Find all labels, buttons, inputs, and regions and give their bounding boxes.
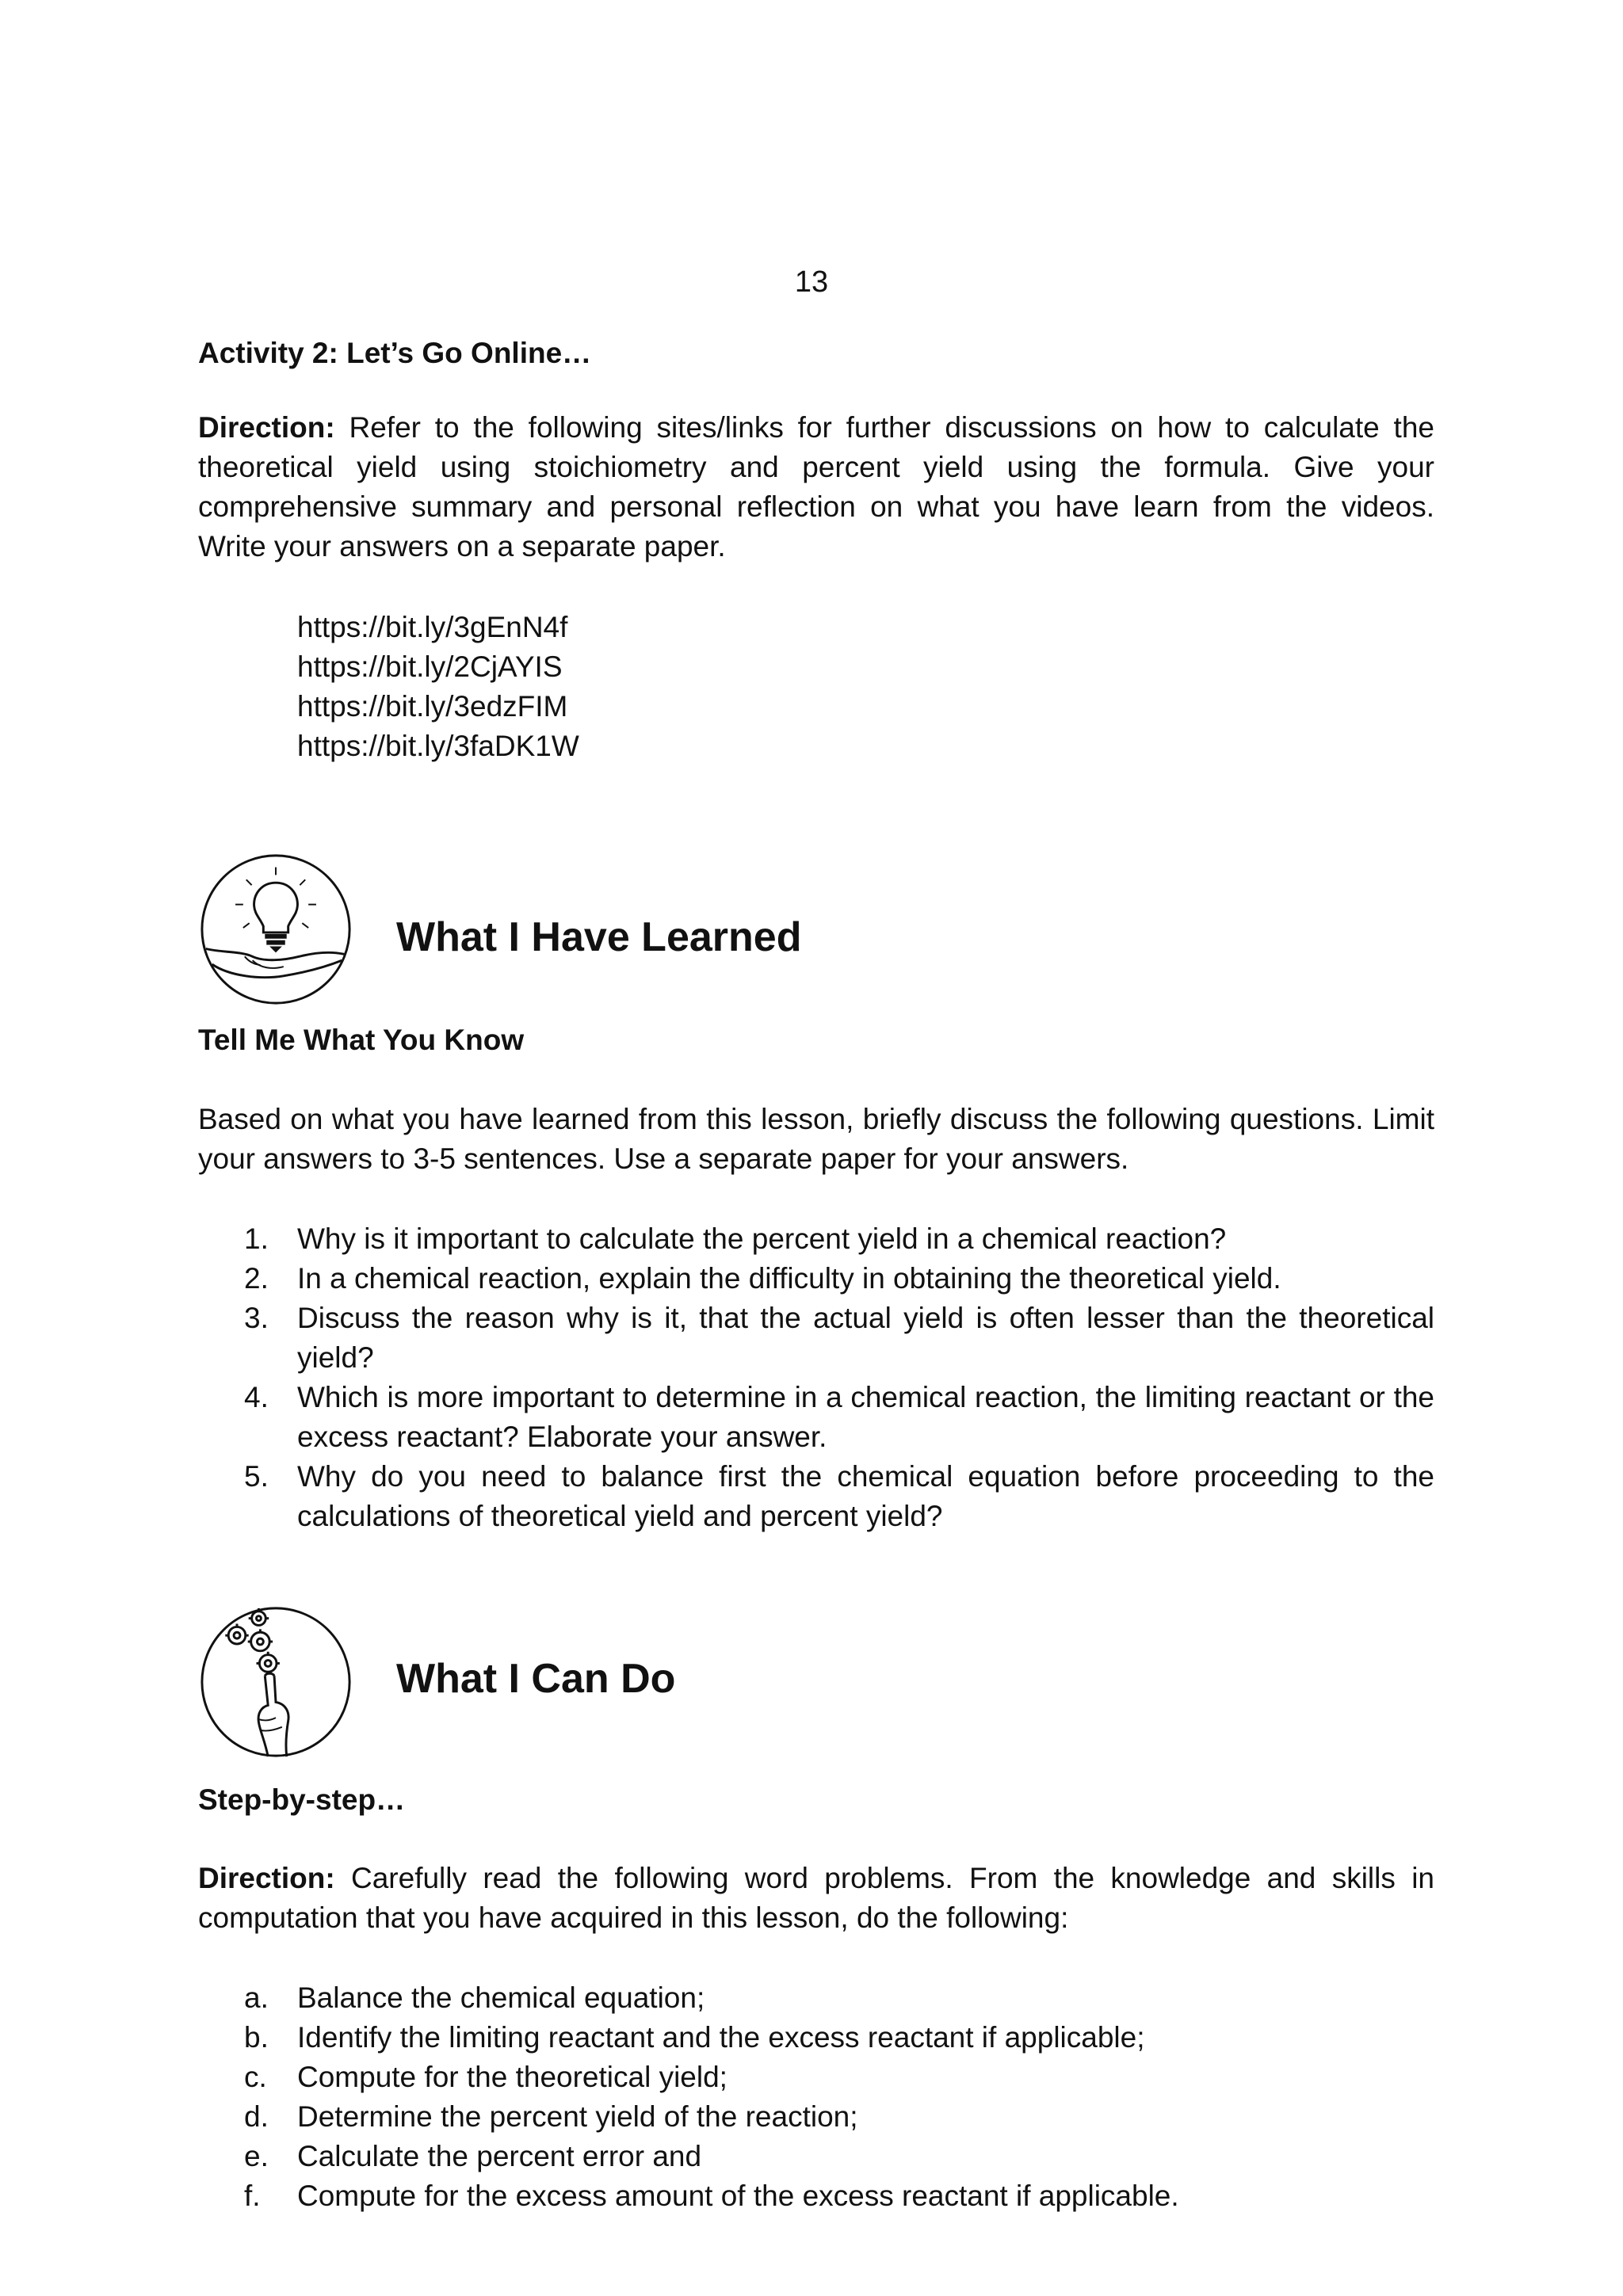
list-marker: 3. bbox=[244, 1302, 269, 1334]
question-item bbox=[198, 1457, 1434, 1536]
list-marker: 5. bbox=[244, 1460, 269, 1493]
list-marker: b. bbox=[244, 2021, 269, 2054]
steps-list bbox=[198, 1978, 1434, 2216]
step-text: Compute for the theoretical yield; bbox=[297, 2061, 727, 2093]
question-item bbox=[198, 1259, 1434, 1299]
cando-header bbox=[198, 1604, 1434, 1763]
list-marker: c. bbox=[244, 2061, 267, 2093]
activity-title: Activity 2: Let’s Go Online… bbox=[198, 337, 592, 369]
question-list-wrap bbox=[198, 1219, 1434, 1536]
question-item bbox=[198, 1378, 1434, 1457]
step-text: Balance the chemical equation; bbox=[297, 1981, 705, 2014]
step-text: Determine the percent yield of the reaction; bbox=[297, 2100, 858, 2133]
list-marker: d. bbox=[244, 2100, 269, 2133]
direction-label: Direction: bbox=[198, 411, 335, 444]
question-text: Discuss the reason why is it, that the actual yield is often lesser than the theoretical yield? bbox=[297, 1302, 1434, 1374]
step-item bbox=[198, 2097, 1434, 2137]
question-item bbox=[198, 1219, 1434, 1259]
question-text: Why is it important to calculate the percent yield in a chemical reaction? bbox=[297, 1222, 1227, 1255]
step-text: Calculate the percent error and bbox=[297, 2140, 702, 2172]
list-marker: a. bbox=[244, 1981, 269, 2014]
cando-direction bbox=[198, 1859, 1434, 1938]
link-item[interactable]: https://bit.ly/3edzFIM bbox=[297, 690, 568, 723]
direction-label: Direction: bbox=[198, 1862, 335, 1894]
learned-subtitle: Tell Me What You Know bbox=[198, 1024, 525, 1056]
question-text: Which is more important to determine in a chemical reaction, the limiting reactant or the excess reactant? Elaborate your answer. bbox=[297, 1381, 1434, 1453]
question-item bbox=[198, 1299, 1434, 1378]
direction-text: Carefully read the following word problems. From the knowledge and skills in computation that you have acquired in this lesson, do the following: bbox=[198, 1862, 1434, 1934]
step-text: Identify the limiting reactant and the excess reactant if applicable; bbox=[297, 2021, 1145, 2054]
link-item[interactable]: https://bit.ly/3gEnN4f bbox=[297, 611, 568, 643]
activity-section bbox=[198, 337, 1434, 370]
page-number: 13 bbox=[794, 265, 829, 299]
cando-title: What I Can Do bbox=[396, 1656, 676, 1702]
cando-subtitle-wrap bbox=[198, 1783, 1434, 1817]
learned-intro-wrap bbox=[198, 1100, 1434, 1179]
activity-direction-paragraph bbox=[198, 408, 1434, 566]
step-text: Compute for the excess amount of the excess reactant if applicable. bbox=[297, 2180, 1179, 2212]
list-marker: 1. bbox=[244, 1222, 269, 1255]
step-item bbox=[198, 2176, 1434, 2216]
step-item bbox=[198, 2018, 1434, 2058]
learned-intro: Based on what you have learned from this lesson, briefly discuss the following questions. Limit your answers to 3-5 sentences. Use a separate paper for your answers. bbox=[198, 1103, 1434, 1175]
learned-title: What I Have Learned bbox=[396, 914, 802, 960]
question-list bbox=[198, 1219, 1434, 1536]
learned-subtitle-wrap bbox=[198, 1024, 1434, 1057]
list-marker: f. bbox=[244, 2180, 261, 2212]
cando-direction-paragraph bbox=[198, 1859, 1434, 1938]
lightbulb-hand-icon bbox=[198, 852, 353, 1007]
step-item bbox=[198, 2058, 1434, 2097]
direction-text: Refer to the following sites/links for further discussions on how to calculate the theoretical yield using stoichiometry and percent yield using the formula. Give your comprehensive summary and personal reflection on what you have learn from the videos. Write your answers on a separate paper. bbox=[198, 411, 1434, 563]
list-marker: 2. bbox=[244, 1262, 269, 1295]
link-item[interactable]: https://bit.ly/2CjAYIS bbox=[297, 650, 563, 683]
link-item[interactable]: https://bit.ly/3faDK1W bbox=[297, 730, 579, 762]
cando-subtitle: Step-by-step… bbox=[198, 1783, 406, 1816]
list-marker: e. bbox=[244, 2140, 269, 2172]
step-item bbox=[198, 2137, 1434, 2176]
question-text: Why do you need to balance first the chemical equation before proceeding to the calculations of theoretical yield and percent yield? bbox=[297, 1460, 1434, 1532]
gears-hand-icon bbox=[198, 1604, 353, 1760]
question-text: In a chemical reaction, explain the difficulty in obtaining the theoretical yield. bbox=[297, 1262, 1281, 1295]
activity-direction bbox=[198, 408, 1434, 566]
steps-list-wrap bbox=[198, 1978, 1434, 2216]
learned-header bbox=[198, 852, 1434, 1010]
link-list bbox=[297, 608, 579, 766]
list-marker: 4. bbox=[244, 1381, 269, 1413]
step-item bbox=[198, 1978, 1434, 2018]
